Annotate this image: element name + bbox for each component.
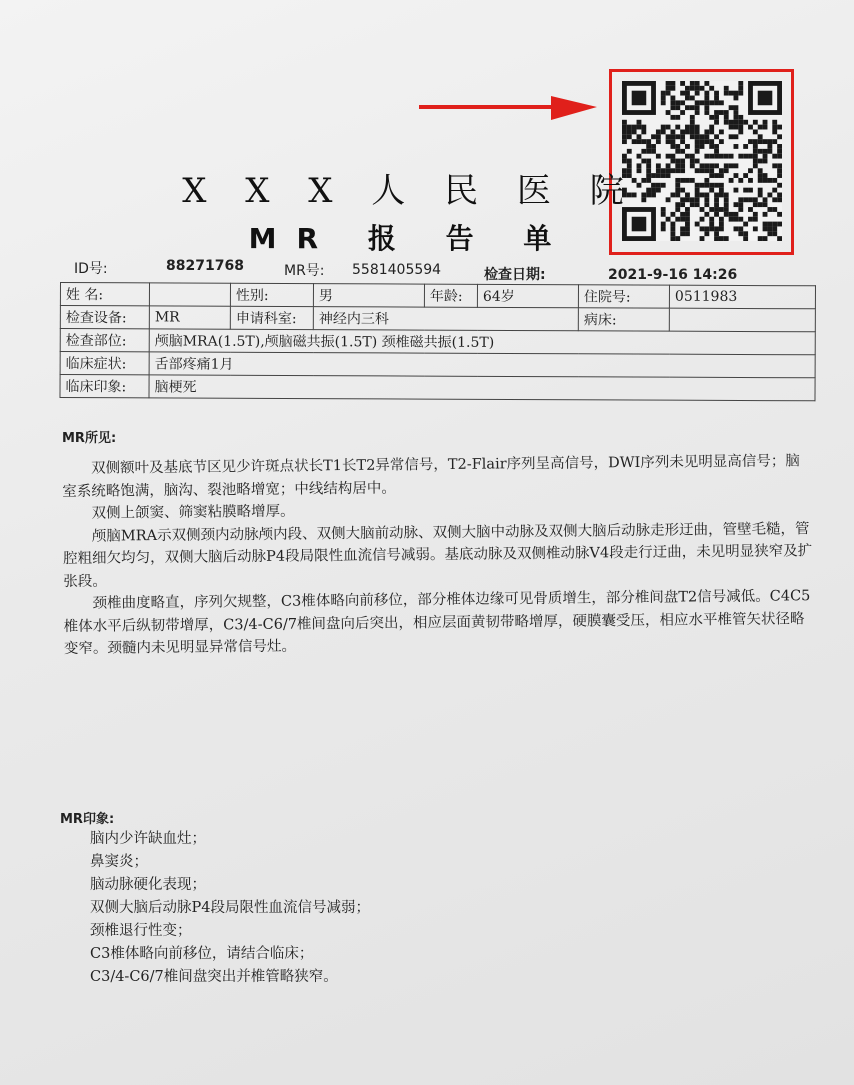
hospital-name: X X X 人 民 医 院 — [182, 171, 638, 211]
list-item: C3椎体略向前移位，请结合临床； — [90, 946, 314, 962]
age-value: 64岁 — [477, 284, 578, 307]
device-label: 检查设备: — [60, 306, 149, 329]
id-label: ID号: — [74, 261, 108, 277]
symptom-label: 临床症状: — [60, 352, 149, 375]
date-label: 检查日期: — [484, 267, 546, 283]
findings-body — [62, 450, 814, 660]
site-value: 颅脑MRA(1.5T),颅脑磁共振(1.5T) 颈椎磁共振(1.5T) — [149, 329, 815, 355]
mr-label: MR号: — [284, 263, 325, 279]
table-row — [60, 375, 815, 401]
impression-list — [90, 828, 590, 989]
table-row — [60, 283, 815, 309]
id-value-text: 88271768 — [166, 258, 244, 274]
list-item: 脑动脉硬化表现； — [90, 877, 206, 893]
impression-heading: MR印象: — [60, 812, 115, 827]
name-value — [149, 283, 230, 306]
bed-label: 病床: — [578, 308, 669, 331]
dept-value: 神经内三科 — [313, 307, 578, 331]
symptom-value: 舌部疼痛1月 — [149, 352, 815, 378]
age-label: 年龄: — [424, 284, 477, 307]
list-item: 脑内少许缺血灶； — [90, 831, 206, 847]
patient-info-table — [59, 282, 815, 401]
date-value — [608, 267, 737, 283]
mr-value — [352, 262, 441, 278]
inpatient-value: 0511983 — [669, 285, 815, 309]
clinical-value: 脑梗死 — [149, 375, 815, 401]
id-value — [166, 258, 244, 274]
list-item: 双侧大脑后动脉P4段局限性血流信号减弱； — [90, 900, 370, 916]
report-title: MR 报 告 单 — [248, 222, 572, 255]
dept-label: 申请科室: — [230, 306, 313, 329]
findings-paragraph: 颈椎曲度略直，序列欠规整，C3椎体略向前移位，部分椎体边缘可见骨质增生，部分椎间盘T2信号减低。C4C5椎体水平后纵韧带增厚，C3/4-C6/7椎间盘向后突出，相应层面黄韧带略增厚，硬膜囊受压，相应水平椎管矢状径略变窄。颈髓内未见明显异常信号灶。 — [63, 588, 811, 657]
table-row — [60, 329, 815, 355]
bed-value — [669, 308, 815, 332]
annotation-arrow-icon — [419, 96, 599, 126]
gender-value: 男 — [313, 284, 424, 307]
table-row — [60, 306, 815, 332]
findings-heading: MR所见: — [62, 431, 117, 446]
mr-value-text: 5581405594 — [352, 262, 442, 278]
findings-paragraph: 颅脑MRA示双侧颈内动脉颅内段、双侧大脑前动脉、双侧大脑中动脉及双侧大脑后动脉走形迂曲，管壁毛糙，管腔粗细欠均匀，双侧大脑后动脉P4段局限性血流信号减弱。基底动脉及双侧椎动脉V4段走行迂曲，未见明显狭窄及扩张段。 — [62, 520, 813, 590]
mr-field — [284, 260, 325, 280]
device-value: MR — [149, 306, 230, 329]
table-row — [60, 352, 815, 378]
findings-paragraph: 双侧上颌窦、筛窦粘膜略增厚。 — [91, 503, 295, 522]
id-field — [74, 258, 108, 278]
date-value-text: 2021-9-16 14:26 — [608, 267, 738, 283]
list-item: 鼻窦炎； — [90, 854, 148, 870]
findings-paragraph: 双侧额叶及基底节区见少许斑点状长T1长T2异常信号，T2-Flair序列呈高信号，DWI序列未见明显高信号；脑室系统略饱满，脑沟、裂池略增宽；中线结构居中。 — [62, 453, 800, 500]
date-field — [484, 264, 546, 284]
list-item: C3/4-C6/7椎间盘突出并椎管略狭窄。 — [90, 969, 338, 985]
gender-label: 性别: — [230, 283, 313, 306]
site-label: 检查部位: — [60, 329, 149, 352]
clinical-label: 临床印象: — [60, 375, 149, 398]
list-item: 颈椎退行性变； — [90, 923, 192, 939]
name-label: 姓 名: — [60, 283, 149, 306]
inpatient-label: 住院号: — [578, 285, 669, 308]
